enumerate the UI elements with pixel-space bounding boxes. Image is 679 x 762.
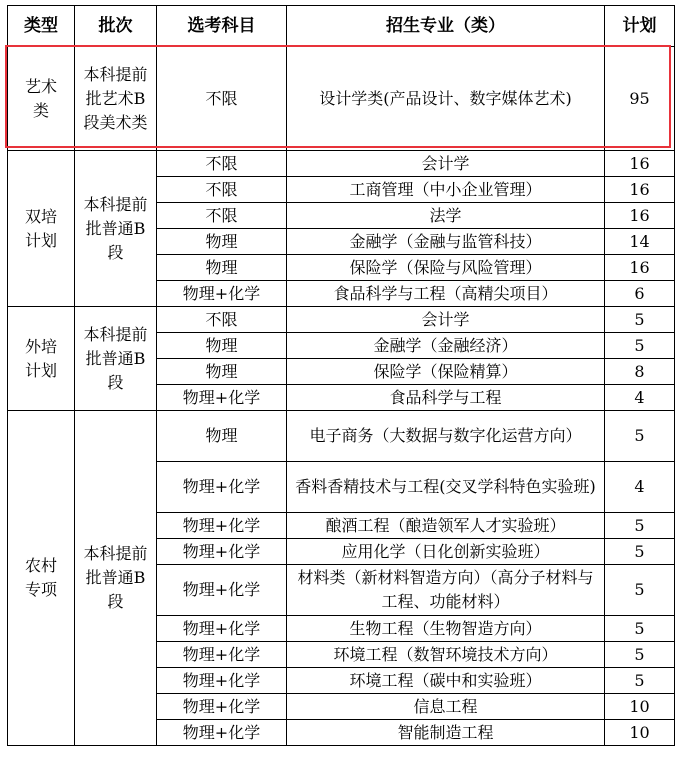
subjects-cell: 物理 xyxy=(157,359,287,385)
header-subjects: 选考科目 xyxy=(157,6,287,47)
plan-cell: 5 xyxy=(605,616,675,642)
subjects-cell: 物理+化学 xyxy=(157,720,287,746)
type-cell: 双培计划 xyxy=(8,151,75,307)
header-plan: 计划 xyxy=(605,6,675,47)
major-cell: 会计学 xyxy=(287,307,605,333)
batch-cell: 本科提前批普通B段 xyxy=(75,411,157,746)
subjects-cell: 物理 xyxy=(157,255,287,281)
table-row xyxy=(8,411,675,462)
table-row xyxy=(8,307,675,333)
batch-cell: 本科提前批普通B段 xyxy=(75,307,157,411)
major-cell: 金融学（金融与监管科技） xyxy=(287,229,605,255)
plan-cell: 4 xyxy=(605,462,675,513)
table-row xyxy=(8,151,675,177)
batch-cell: 本科提前批普通B段 xyxy=(75,151,157,307)
major-cell: 食品科学与工程（高精尖项目） xyxy=(287,281,605,307)
major-cell: 智能制造工程 xyxy=(287,720,605,746)
plan-cell: 8 xyxy=(605,359,675,385)
subjects-cell: 物理 xyxy=(157,333,287,359)
subjects-cell: 物理 xyxy=(157,229,287,255)
major-cell: 酿酒工程（酿造领军人才实验班） xyxy=(287,513,605,539)
plan-cell: 5 xyxy=(605,333,675,359)
subjects-cell: 不限 xyxy=(157,177,287,203)
plan-cell: 5 xyxy=(605,513,675,539)
type-cell: 艺术类 xyxy=(8,47,75,151)
major-cell: 应用化学（日化创新实验班） xyxy=(287,539,605,565)
plan-cell: 5 xyxy=(605,539,675,565)
type-cell: 外培计划 xyxy=(8,307,75,411)
subjects-cell: 物理+化学 xyxy=(157,616,287,642)
subjects-cell: 不限 xyxy=(157,47,287,151)
plan-cell: 10 xyxy=(605,720,675,746)
plan-cell: 5 xyxy=(605,411,675,462)
major-cell: 材料类（新材料智造方向）（高分子材料与工程、功能材料） xyxy=(287,565,605,616)
plan-cell: 5 xyxy=(605,307,675,333)
plan-cell: 95 xyxy=(605,47,675,151)
plan-cell: 5 xyxy=(605,642,675,668)
table-header-row xyxy=(8,6,675,47)
subjects-cell: 物理+化学 xyxy=(157,462,287,513)
type-cell: 农村专项 xyxy=(8,411,75,746)
plan-cell: 5 xyxy=(605,668,675,694)
subjects-cell: 物理 xyxy=(157,411,287,462)
subjects-cell: 物理+化学 xyxy=(157,385,287,411)
major-cell: 生物工程（生物智造方向） xyxy=(287,616,605,642)
subjects-cell: 物理+化学 xyxy=(157,668,287,694)
major-cell: 设计学类(产品设计、数字媒体艺术) xyxy=(287,47,605,151)
subjects-cell: 物理+化学 xyxy=(157,281,287,307)
admission-plan-table xyxy=(7,5,675,746)
subjects-cell: 物理+化学 xyxy=(157,565,287,616)
major-cell: 信息工程 xyxy=(287,694,605,720)
plan-cell: 16 xyxy=(605,151,675,177)
plan-cell: 5 xyxy=(605,565,675,616)
subjects-cell: 不限 xyxy=(157,307,287,333)
plan-cell: 4 xyxy=(605,385,675,411)
subjects-cell: 不限 xyxy=(157,151,287,177)
subjects-cell: 物理+化学 xyxy=(157,694,287,720)
header-type: 类型 xyxy=(8,6,75,47)
plan-cell: 16 xyxy=(605,203,675,229)
header-batch: 批次 xyxy=(75,6,157,47)
major-cell: 环境工程（数智环境技术方向） xyxy=(287,642,605,668)
major-cell: 金融学（金融经济） xyxy=(287,333,605,359)
major-cell: 环境工程（碳中和实验班） xyxy=(287,668,605,694)
major-cell: 工商管理（中小企业管理） xyxy=(287,177,605,203)
major-cell: 会计学 xyxy=(287,151,605,177)
major-cell: 香料香精技术与工程(交叉学科特色实验班) xyxy=(287,462,605,513)
plan-cell: 10 xyxy=(605,694,675,720)
header-majors: 招生专业（类） xyxy=(287,6,605,47)
major-cell: 电子商务（大数据与数字化运营方向） xyxy=(287,411,605,462)
plan-cell: 16 xyxy=(605,177,675,203)
subjects-cell: 物理+化学 xyxy=(157,539,287,565)
major-cell: 食品科学与工程 xyxy=(287,385,605,411)
plan-cell: 14 xyxy=(605,229,675,255)
major-cell: 保险学（保险精算） xyxy=(287,359,605,385)
major-cell: 保险学（保险与风险管理） xyxy=(287,255,605,281)
subjects-cell: 不限 xyxy=(157,203,287,229)
subjects-cell: 物理+化学 xyxy=(157,513,287,539)
major-cell: 法学 xyxy=(287,203,605,229)
batch-cell: 本科提前批艺术B段美术类 xyxy=(75,47,157,151)
plan-cell: 16 xyxy=(605,255,675,281)
plan-cell: 6 xyxy=(605,281,675,307)
table-row xyxy=(8,47,675,151)
subjects-cell: 物理+化学 xyxy=(157,642,287,668)
